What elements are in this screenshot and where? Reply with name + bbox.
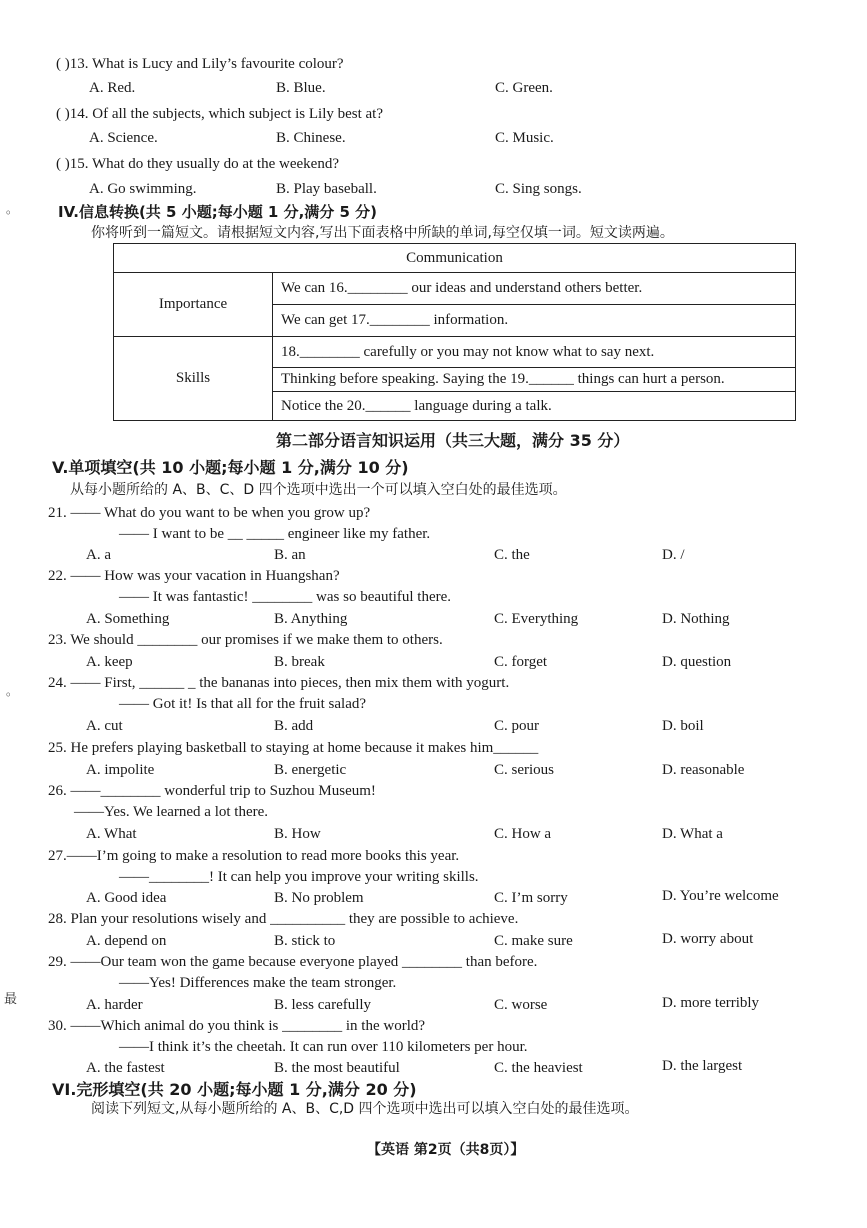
option-a: A. a — [86, 547, 111, 563]
option-d: D. question — [662, 654, 732, 670]
option-d: D. the largest — [662, 1058, 743, 1074]
question-line: 22. —— How was your vacation in Huangshan? — [48, 568, 340, 584]
section-instruction: 阅读下列短文,从每小题所给的 A、B、C,D 四个选项中选出可以填入空白处的最佳选项。 — [91, 1101, 639, 1117]
option-b: B. Chinese. — [276, 130, 346, 146]
part-title: 第二部分语言知识运用（共三大题，满分 35 分） — [276, 431, 630, 450]
option-b: B. an — [274, 547, 306, 563]
section-instruction: 从每小题所给的 A、B、C、D 四个选项中选出一个可以填入空白处的最佳选项。 — [70, 482, 567, 498]
option-a: A. cut — [86, 718, 123, 734]
option-a: A. keep — [86, 654, 133, 670]
table-header: Communication — [114, 244, 796, 273]
option-a: A. Good idea — [86, 890, 167, 906]
question-line: 29. ——Our team won the game because everyone played ________ than before. — [48, 954, 538, 970]
section-title: V.单项填空(共 10 小题;每小题 1 分,满分 10 分) — [52, 458, 409, 477]
option-b: B. less carefully — [274, 997, 372, 1013]
question-line: 30. ——Which animal do you think is ________ in the world? — [48, 1018, 426, 1034]
option-c: C. How a — [494, 826, 552, 842]
option-a: A. What — [86, 826, 137, 842]
option-b: B. Blue. — [276, 80, 326, 96]
option-b: B. How — [274, 826, 321, 842]
question-line: ——Yes! Differences make the team stronger. — [119, 975, 397, 991]
table-cell-17: We can get 17.________ information. — [273, 305, 796, 337]
option-b: B. Anything — [274, 611, 348, 627]
option-b: B. stick to — [274, 933, 336, 949]
page-footer: 【英语 第2页（共8页）】 — [367, 1142, 525, 1158]
option-c: C. I’m sorry — [494, 890, 568, 906]
section-title: IV.信息转换(共 5 小题;每小题 1 分,满分 5 分) — [58, 203, 378, 221]
question-line: 26. ——________ wonderful trip to Suzhou Museum! — [48, 783, 376, 799]
option-b: B. the most beautiful — [274, 1060, 400, 1076]
option-a: A. impolite — [86, 762, 155, 778]
option-c: C. Everything — [494, 611, 579, 627]
option-a: A. Go swimming. — [89, 181, 197, 197]
communication-table — [113, 243, 796, 421]
option-c: C. forget — [494, 654, 548, 670]
option-c: C. Green. — [495, 80, 553, 96]
option-a: A. Something — [86, 611, 170, 627]
margin-mark: 。 — [6, 684, 19, 698]
option-c: C. the heaviest — [494, 1060, 583, 1076]
question-line: 21. —— What do you want to be when you grow up? — [48, 505, 371, 521]
question-line: ——Yes. We learned a lot there. — [74, 804, 269, 820]
table-cell-18: 18.________ carefully or you may not know what to say next. — [273, 337, 796, 368]
option-d: D. reasonable — [662, 762, 745, 778]
question-stem: ( )14. Of all the subjects, which subject is Lily best at? — [56, 106, 384, 122]
option-c: C. Music. — [495, 130, 554, 146]
question-line: 23. We should ________ our promises if we make them to others. — [48, 632, 443, 648]
question-line: ——________! It can help you improve your writing skills. — [119, 869, 479, 885]
option-d: D. boil — [662, 718, 704, 734]
option-c: C. serious — [494, 762, 554, 778]
option-a: A. depend on — [86, 933, 167, 949]
question-line: 24. —— First, ______ _ the bananas into pieces, then mix them with yogurt. — [48, 675, 510, 691]
question-line: —— Got it! Is that all for the fruit salad? — [119, 696, 367, 712]
option-d: D. What a — [662, 826, 723, 842]
option-a: A. Red. — [89, 80, 136, 96]
question-line: —— I want to be __ _____ engineer like my father. — [119, 526, 431, 542]
option-b: B. break — [274, 654, 325, 670]
option-d: D. Nothing — [662, 611, 730, 627]
table-cell-16: We can 16.________ our ideas and understand others better. — [273, 273, 796, 305]
option-d: D. more terribly — [662, 995, 760, 1011]
option-b: B. No problem — [274, 890, 364, 906]
section-instruction: 你将听到一篇短文。请根据短文内容,写出下面表格中所缺的单词,每空仅填一词。短文读两遍。 — [91, 225, 674, 241]
option-d: D. You’re welcome — [662, 888, 779, 904]
question-line: 25. He prefers playing basketball to staying at home because it makes him______ — [48, 740, 539, 756]
table-cell-20: Notice the 20.______ language during a talk. — [273, 392, 796, 421]
option-c: C. make sure — [494, 933, 573, 949]
option-d: D. / — [662, 547, 685, 563]
option-a: A. the fastest — [86, 1060, 165, 1076]
table-cell-19: Thinking before speaking. Saying the 19.______ things can hurt a person. — [273, 368, 796, 392]
option-c: C. worse — [494, 997, 548, 1013]
section-title: VI.完形填空(共 20 小题;每小题 1 分,满分 20 分) — [52, 1080, 417, 1099]
table-category-skills: Skills — [114, 337, 273, 421]
question-line: 27.——I’m going to make a resolution to read more books this year. — [48, 848, 460, 864]
question-line: ——I think it’s the cheetah. It can run over 110 kilometers per hour. — [119, 1039, 528, 1055]
option-b: B. Play baseball. — [276, 181, 377, 197]
option-d: D. worry about — [662, 931, 754, 947]
option-a: A. harder — [86, 997, 143, 1013]
option-c: C. Sing songs. — [495, 181, 582, 197]
option-b: B. energetic — [274, 762, 347, 778]
option-c: C. pour — [494, 718, 539, 734]
question-stem: ( )13. What is Lucy and Lily’s favourite colour? — [56, 56, 344, 72]
option-a: A. Science. — [89, 130, 158, 146]
margin-mark: 最 — [4, 992, 18, 1007]
option-c: C. the — [494, 547, 530, 563]
margin-mark: 。 — [6, 202, 19, 216]
question-line: —— It was fantastic! ________ was so beautiful there. — [119, 589, 451, 605]
table-category-importance: Importance — [114, 273, 273, 337]
option-b: B. add — [274, 718, 314, 734]
question-line: 28. Plan your resolutions wisely and __________ they are possible to achieve. — [48, 911, 519, 927]
question-stem: ( )15. What do they usually do at the weekend? — [56, 156, 339, 172]
